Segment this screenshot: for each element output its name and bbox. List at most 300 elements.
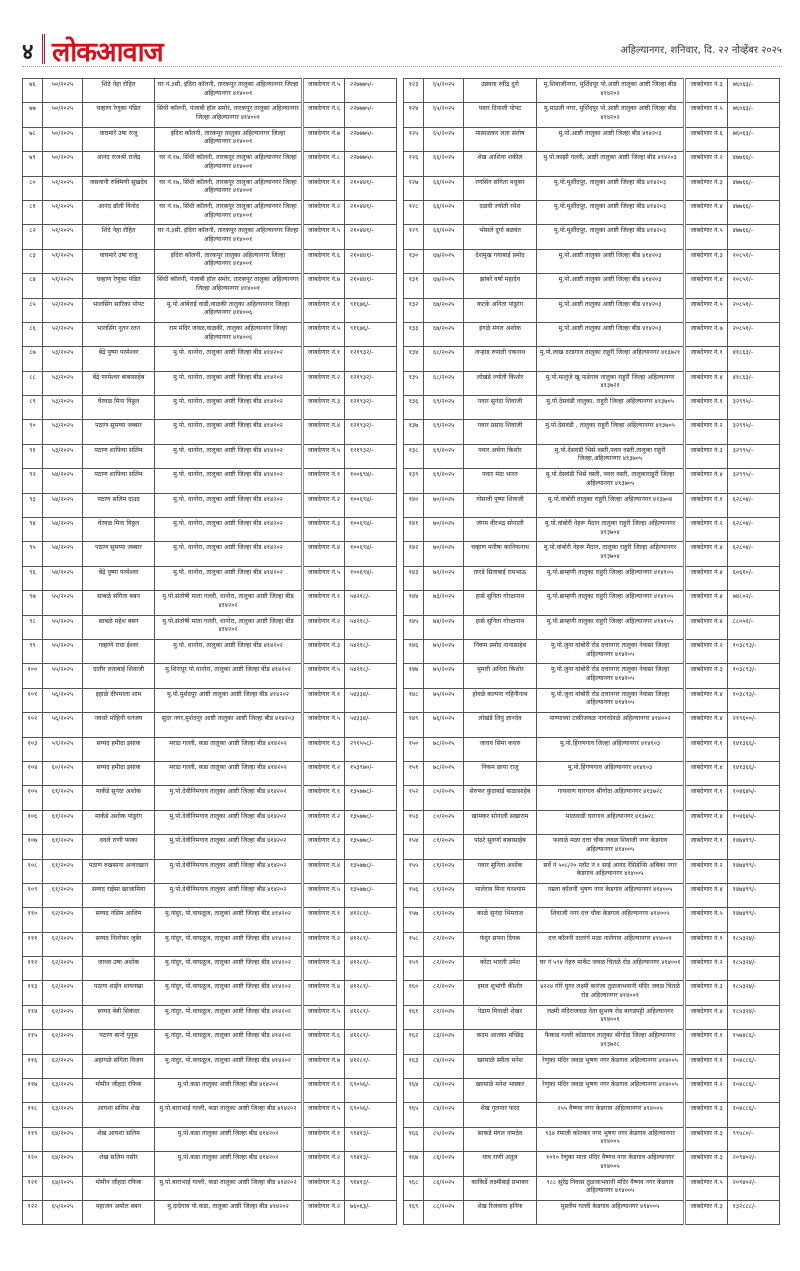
serial-number: १०१: [23, 688, 43, 712]
case-number: ५३/२०२५: [43, 371, 83, 395]
serial-number: १४६: [404, 639, 424, 663]
serial-number: ११९: [23, 1127, 43, 1151]
case-number: ६२/२०२५: [43, 981, 83, 1005]
case-number: ५४/२०२५: [43, 518, 83, 542]
amount: २०९४०२/-: [727, 1152, 779, 1176]
amount: १२१९३२/-: [345, 347, 397, 371]
respondent-position: जाबदेणार नं.२: [303, 932, 345, 956]
respondent-position: जाबदेणार नं.६: [685, 127, 727, 151]
case-number: ५१/२०२५: [43, 249, 83, 273]
respondent-name: बेंद्रे परमेश्वर बाबासाहेब: [83, 371, 155, 395]
respondent-name: कदम आतका मच्छिंद्र: [464, 1030, 536, 1054]
case-number: ६४/२०२५: [43, 1127, 83, 1151]
table-row: [404, 835, 780, 859]
respondent-name: भालसिंग सारिका पोपट: [83, 298, 155, 322]
address: मु.नांदुर, पो.वाघळुज, तालुका आष्टी जिल्हा बीड ४१४२०२: [155, 981, 303, 1005]
table-row: [23, 615, 397, 639]
serial-number: १५७: [404, 908, 424, 932]
respondent-position: जाबदेणार नं.१: [303, 347, 345, 371]
respondent-name: दळवी ज्योती रमेश: [464, 200, 536, 224]
amount: ४१२८१/-: [345, 1030, 397, 1054]
case-number: ८६/२०२५: [424, 1176, 464, 1200]
serial-number: १४२: [404, 542, 424, 566]
address: मु.पो.हिंगणगाव अहिल्यानगर ४१४१०३: [536, 761, 685, 785]
serial-number: ११६: [23, 1054, 43, 1078]
address: मु.पो.वांबोरी नेहरू मैदान, तालुका राहुरी जिल्हा अहिल्यानगर ४१३७०४: [536, 542, 685, 566]
serial-number: १००: [23, 664, 43, 688]
amount: ७६०६३/-: [727, 79, 779, 103]
respondent-name: चव्हाण रेणुका पंडित: [83, 274, 155, 298]
table-row: [404, 566, 780, 590]
respondent-name: इहाळे दीपमाला शाम: [83, 688, 155, 712]
amount: २१९६००/-: [727, 713, 779, 737]
case-number: ६७/२०२५: [424, 249, 464, 273]
address: मु.शिरापूर पो.धानोरा, तालुका आष्टी जिल्हा बीड ४१४२०२: [155, 664, 303, 688]
table-row: [404, 1103, 780, 1127]
serial-number: ८४: [23, 274, 43, 298]
address: मु.पो.मालुंजे खु.पाडेगाव तालुका राहुरी जिल्हा अहिल्यानगर ४१३७२१: [536, 371, 685, 395]
table-row: [404, 1176, 780, 1200]
address: मुस्लीम गल्ली केडगाव अहिल्यानगर ४१४००५: [536, 1200, 685, 1224]
respondent-position: जाबदेणार नं.२: [303, 1152, 345, 1176]
serial-number: १०२: [23, 713, 43, 737]
respondent-name: आनंद डॉली विनोद: [83, 200, 155, 224]
respondent-position: जाबदेणार नं.१: [685, 1054, 727, 1078]
serial-number: १४३: [404, 566, 424, 590]
amount: ३२९९५/-: [727, 420, 779, 444]
address: मु.पो.जुना वांबोरी रोड दत्तानगर तालुका नेवासा जिल्हा अहिल्यानगर ४१४१०५: [536, 639, 685, 663]
respondent-position: जाबदेणार नं.२: [303, 200, 345, 224]
amount: ४१२८१/-: [345, 981, 397, 1005]
address: मु.पो.लाख दरडगाव तालुका राहुरी जिल्हा अहिल्यानगर ४१३७२१: [536, 347, 685, 371]
respondent-position: जाबदेणार नं.१: [303, 688, 345, 712]
page-number: ४: [22, 39, 34, 65]
respondent-name: हासे सुनिता गोरक्षनाथ: [464, 615, 536, 639]
serial-number: १२३: [404, 79, 424, 103]
respondent-position: जाबदेणार नं.६: [303, 103, 345, 127]
respondent-name: मोमीन जीहदा रफिक: [83, 1176, 155, 1200]
respondent-name: सय्यद बेबी सिकंदर: [83, 1005, 155, 1029]
case-number: ८४/२०२५: [424, 1103, 464, 1127]
amount: ५४२१८/-: [345, 639, 397, 663]
amount: १४७४९९/-: [727, 859, 779, 883]
respondent-position: जाबदेणार नं.३: [685, 1200, 727, 1224]
table-row: [404, 615, 780, 639]
table-row: [23, 591, 397, 615]
address: मराठ गल्ली, कडा तालुका आष्टी जिल्हा बीड ४१४२०२: [155, 761, 303, 785]
table-row: [23, 1127, 397, 1151]
respondent-position: जाबदेणार नं.४: [685, 371, 727, 395]
respondent-name: पठाण सलिम दाउद: [83, 493, 155, 517]
case-number: ८२/२०२५: [424, 981, 464, 1005]
respondent-name: पवार प्रसाद शिवाजी: [464, 420, 536, 444]
table-row: [404, 1127, 780, 1151]
case-number: ६४/२०२५: [43, 1152, 83, 1176]
address: मु.पो.कडा तालुका आष्टी जिल्हा बीड ४१४२०२: [155, 1127, 303, 1151]
respondent-name: जसवानी रुक्मिणी सुखदेव: [83, 176, 155, 200]
serial-number: १५८: [404, 932, 424, 956]
address: मु.पो.आष्टी तालुका आष्टी जिल्हा बीड ४१४२०३: [536, 127, 685, 151]
serial-number: ८७: [23, 347, 43, 371]
serial-number: १०९: [23, 883, 43, 907]
respondent-name: काकिर्डे लक्ष्मीबाई प्रभाकर: [464, 1176, 536, 1200]
address: मु.पो.आष्टी तालुका आष्टी जिल्हा बीड ४१४२०३: [536, 249, 685, 273]
amount: ५४२१८/-: [345, 615, 397, 639]
case-number: ६२/२०२५: [43, 932, 83, 956]
amount: ४७७६६/-: [727, 200, 779, 224]
table-row: [23, 79, 397, 103]
table-row: [404, 859, 780, 883]
amount: १०४६४५/-: [727, 786, 779, 810]
address: मु.पो.देवीनिमगाव तालुका आष्टी जिल्हा बीड ४१४२०२: [155, 810, 303, 834]
respondent-position: जाबदेणार नं.१: [303, 1079, 345, 1103]
amount: १५३९७०/-: [345, 761, 397, 785]
serial-number: ८९: [23, 396, 43, 420]
respondent-name: लोखंडे लिपु ज्ञानदेव: [464, 713, 536, 737]
respondent-name: झांबरे वर्षा महादेव: [464, 274, 536, 298]
amount: २०८५१/-: [727, 249, 779, 273]
respondent-position: जाबदेणार नं.१: [685, 786, 727, 810]
respondent-name: पवार सुनंदा शिवाजी: [464, 396, 536, 420]
case-number: ६१/२०२५: [43, 859, 83, 883]
respondent-name: मोमीन जीहदा रफिक: [83, 1079, 155, 1103]
amount: १००६९४/-: [345, 493, 397, 517]
table-row: [23, 225, 397, 249]
amount: ९९५८०/-: [727, 1127, 779, 1151]
case-number: ५३/२०२५: [43, 420, 83, 444]
address: गायवाण घारगाव श्रीगोंदा अहिल्यानगर ४१३७२८: [536, 786, 685, 810]
respondent-position: जाबदेणार नं.२: [303, 810, 345, 834]
case-number: ५४/२०२५: [43, 566, 83, 590]
address: मु.पो. धानोरा, तालुका आष्टी जिल्हा बीड ४१४२०२: [155, 420, 303, 444]
amount: २२७७७५/-: [345, 152, 397, 176]
serial-number: १६७: [404, 1152, 424, 1176]
table-row: [404, 274, 780, 298]
address: मु.पो.मुर्शीदपूर, तालुका आष्टी जिल्हा बीड ४१४२०३: [536, 225, 685, 249]
serial-number: १५९: [404, 957, 424, 981]
table-row: [23, 859, 397, 883]
respondent-name: चव्हाण मनीषा कानिफनाथ: [464, 542, 536, 566]
respondent-position: जाबदेणार नं.३: [685, 444, 727, 468]
serial-number: ११७: [23, 1079, 43, 1103]
serial-number: ८१: [23, 200, 43, 224]
respondent-name: पांढरे सुवर्णा बाबासाहेब: [464, 835, 536, 859]
case-number: ६८/२०२५: [424, 371, 464, 395]
address: माळवाडी घारगाव अहिल्यानगर ४१३७२८: [536, 810, 685, 834]
serial-number: १२१: [23, 1176, 43, 1200]
amount: १२१९३२/-: [345, 396, 397, 420]
header-divider: [22, 66, 782, 67]
amount: ४१८६३/-: [727, 371, 779, 395]
respondent-name: मार्कंडे सुनंदा अशोक: [83, 786, 155, 810]
respondent-name: सय्यद नसिम आलिम: [83, 908, 155, 932]
serial-number: ११५: [23, 1030, 43, 1054]
respondent-name: गोसावी पुष्पा शिवाजी: [464, 493, 536, 517]
respondent-position: जाबदेणार नं.७: [685, 322, 727, 346]
table-row: [23, 493, 397, 517]
case-number: ६६/२०२५: [424, 225, 464, 249]
respondent-position: जाबदेणार नं.१: [685, 396, 727, 420]
amount: ७६०६३/-: [727, 127, 779, 151]
case-number: ६९/२०२५: [424, 444, 464, 468]
respondent-position: जाबदेणार नं.७: [303, 274, 345, 298]
address: पाण्याच्या टाकीजवळ नागरदेवळे अहिल्यानगर ४१४००२: [536, 713, 685, 737]
respondent-name: वाघमारे उषा राजू: [83, 249, 155, 273]
respondent-name: चव्हाण रेणुका पंडित: [83, 103, 155, 127]
serial-number: ९७: [23, 591, 43, 615]
address: सिंधी कॉलनी, पंजाबी हॉल समोर, तारकपूर तालुका अहिल्यानगर जिल्हा अहिल्यानगर ४१४००१: [155, 103, 303, 127]
serial-number: ९३: [23, 493, 43, 517]
table-row: [404, 469, 780, 493]
table-row: [23, 957, 397, 981]
case-number: ७३/२०२५: [424, 591, 464, 615]
address: मु.पो. धानोरा, तालुका आष्टी जिल्हा बीड ४१४२०२: [155, 518, 303, 542]
table-row: [404, 200, 780, 224]
amount: ५४२१८/-: [345, 591, 397, 615]
respondent-name: दवले राणी फाका: [83, 835, 155, 859]
respondent-position: जाबदेणार नं.५: [303, 664, 345, 688]
amount: ८८०५१/-: [727, 615, 779, 639]
amount: १८५३२४/-: [727, 957, 779, 981]
respondent-name: पठाण शाफिया सलिम: [83, 469, 155, 493]
serial-number: १२०: [23, 1152, 43, 1176]
respondent-position: जाबदेणार नं.५: [303, 444, 345, 468]
respondent-name: भोसले दुर्गा बळवंत: [464, 225, 536, 249]
table-row: [404, 761, 780, 785]
case-number: ५६/२०२५: [43, 713, 83, 737]
address: मु.पो.देसवंडी तालुका. राहुरी जिल्हा अहिल्यानगर ४१३७०५: [536, 396, 685, 420]
respondent-position: जाबदेणार नं.१: [685, 1030, 727, 1054]
amount: ६०६१०/-: [727, 566, 779, 590]
respondent-name: खरमाळे स्मीता मनेश: [464, 1054, 536, 1078]
case-number: ५०/२०२५: [43, 127, 83, 151]
table-row: [404, 249, 780, 273]
respondent-name: भालसिंग नूतन रतन: [83, 322, 155, 346]
respondent-position: जाबदेणार नं.३: [685, 249, 727, 273]
respondent-position: जाबदेणार नं.३: [685, 1152, 727, 1176]
respondent-name: शेख आयशा सलिम: [83, 1127, 155, 1151]
address: ४२२४ गोरे घुगर लक्ष्मी कारंजा तुळजाभवानी मंदिर जवळ चितळे रोड अहिल्यानगर ४१४००१: [536, 981, 685, 1005]
respondent-name: जंगम वीरभद्र सोनाली: [464, 518, 536, 542]
respondent-name: सय्यद राईसा खाजामिया: [83, 883, 155, 907]
table-row: [23, 737, 397, 761]
serial-number: ८८: [23, 371, 43, 395]
respondent-position: जाबदेणार नं.५: [303, 1103, 345, 1127]
case-number: ६०/२०२५: [43, 761, 83, 785]
amount: २०८५१/-: [727, 274, 779, 298]
table-row: [404, 127, 780, 151]
table-row: [404, 1079, 780, 1103]
table-row: [23, 1152, 397, 1176]
amount: १२१९३२/-: [345, 371, 397, 395]
case-number: ५१/२०२५: [43, 176, 83, 200]
respondent-name: बेंद्रे पुष्पा परमेश्वर: [83, 566, 155, 590]
serial-number: १५०: [404, 737, 424, 761]
case-number: ५५/२०२५: [43, 615, 83, 639]
respondent-name: इमल शुभांगी कीशोर: [464, 981, 536, 1005]
case-number: ५०/२०२५: [43, 103, 83, 127]
serial-number: १२२: [23, 1200, 43, 1224]
amount: २१०४४१/-: [345, 200, 397, 224]
respondent-position: जाबदेणार नं.४: [685, 591, 727, 615]
case-number: ६३/२०२५: [43, 1103, 83, 1127]
respondent-position: जाबदेणार नं.५: [303, 883, 345, 907]
respondent-position: जाबदेणार नं.३: [303, 396, 345, 420]
amount: १३५७७८/-: [345, 810, 397, 834]
serial-number: १५५: [404, 859, 424, 883]
notice-table-right: [403, 78, 780, 1225]
amount: १००६९४/-: [345, 566, 397, 590]
respondent-name: मासाळकर लता संतोष: [464, 127, 536, 151]
respondent-position: जाबदेणार नं.१: [685, 835, 727, 859]
respondent-position: जाबदेणार नं.४: [303, 542, 345, 566]
amount: २०८५१/-: [727, 298, 779, 322]
respondent-name: सय्यद हमीदा इसाक: [83, 761, 155, 785]
respondent-name: लोखंडे ज्योती किशोर: [464, 371, 536, 395]
case-number: ७०/२०२५: [424, 542, 464, 566]
table-row: [404, 225, 780, 249]
table-row: [23, 883, 397, 907]
table-row: [404, 542, 780, 566]
serial-number: १६८: [404, 1176, 424, 1200]
respondent-position: जाबदेणार नं.२: [303, 371, 345, 395]
address: इंदिरा कॉलनी, तारकपूर तालुका अहिल्यानगर जिल्हा अहिल्यानगर ४१४००१: [155, 127, 303, 151]
address: मु.पो.ब्राम्हणी तालुका राहुरी जिल्हा अहिल्यानगर ४१४१०५: [536, 615, 685, 639]
table-row: [404, 176, 780, 200]
amount: ७६०६३/-: [727, 103, 779, 127]
respondent-name: भुमारी अनिता किशोर: [464, 664, 536, 688]
address: मु.पो.मुर्शीदपूर, तालुका आष्टी जिल्हा बीड ४१४२०३: [536, 176, 685, 200]
table-row: [23, 200, 397, 224]
case-number: ७४/२०२५: [424, 615, 464, 639]
respondent-position: जाबदेणार नं.१: [303, 786, 345, 810]
table-row: [23, 688, 397, 712]
amount: २१०४४१/-: [345, 225, 397, 249]
amount: १२१९३२/-: [345, 444, 397, 468]
amount: १२१९३२/-: [345, 420, 397, 444]
address: मु.नांदुर, पो.वाघळुज, तालुका आष्टी जिल्हा बीड ४१४२०२: [155, 1030, 303, 1054]
address: मु.पो. धानोरा, तालुका आष्टी जिल्हा बीड ४१४२०२: [155, 542, 303, 566]
case-number: ६२/२०२५: [43, 1005, 83, 1029]
table-row: [404, 957, 780, 981]
table-row: [23, 810, 397, 834]
respondent-position: जाबदेणार नं.४: [685, 810, 727, 834]
serial-number: ११२: [23, 957, 43, 981]
respondent-position: जाबदेणार नं.४: [303, 420, 345, 444]
respondent-name: नवधरे मोहिनी धनंजय: [83, 713, 155, 737]
amount: १३५७७८/-: [345, 883, 397, 907]
serial-number: ९०: [23, 420, 43, 444]
serial-number: १०५: [23, 786, 43, 810]
respondent-position: जाबदेणार नं.४: [303, 859, 345, 883]
address: सुंदर नगर,मुर्शदपूर आष्टी तालुका आष्टी जिल्हा बीड ४१४२०३: [155, 713, 303, 737]
respondent-position: जाबदेणार नं.४: [685, 1005, 727, 1029]
case-number: ५१/२०२५: [43, 200, 83, 224]
address: नम्रता कॉलनी भुषण नगर केडगाव अहिल्यानगर ४१४००५: [536, 883, 685, 907]
respondent-position: जाबदेणार नं.७: [303, 1054, 345, 1078]
case-number: ६५/२०२५: [424, 79, 464, 103]
serial-number: १३२: [404, 298, 424, 322]
respondent-name: देशमुख गयाबाई प्रमोद: [464, 249, 536, 273]
respondent-position: जाबदेणार नं.२: [685, 639, 727, 663]
serial-number: १२४: [404, 103, 424, 127]
case-number: ६४/२०२५: [43, 1176, 83, 1200]
table-row: [404, 518, 780, 542]
respondent-name: फंदुर सपना दिपक: [464, 932, 536, 956]
address: राम मंदिर जवळ,वाळकी, तालुका अहिल्यानगर जिल्हा अहिल्यानगर ४१४००६: [155, 322, 303, 346]
serial-number: १६०: [404, 981, 424, 1005]
table-row: [404, 810, 780, 834]
address: मु.पो. धानोरा, तालुका आष्टी जिल्हा बीड ४१४२०२: [155, 444, 303, 468]
table-row: [23, 322, 397, 346]
address: ९३४ रमाजी कोतकर नगर भुषण नगर केडगाव अहिल्यानगर ४१४००५: [536, 1127, 685, 1151]
serial-number: १६२: [404, 1030, 424, 1054]
serial-number: १४०: [404, 493, 424, 517]
respondent-name: महाजन अमोल बबन: [83, 1200, 155, 1224]
amount: ९१४१३/-: [345, 1152, 397, 1176]
amount: १००६९४/-: [345, 469, 397, 493]
amount: २२७७७५/-: [345, 79, 397, 103]
respondent-position: जाबदेणार नं.५: [685, 1176, 727, 1200]
amount: २१०४४१/-: [345, 249, 397, 273]
respondent-name: सय्यद हमीदा इसाक: [83, 737, 155, 761]
amount: ५४३३४/-: [345, 713, 397, 737]
respondent-name: गव्हाणे राधा ईश्वर: [83, 639, 155, 663]
respondent-position: जाबदेणार नं.२: [303, 1200, 345, 1224]
amount: ६९०५६/-: [345, 1079, 397, 1103]
serial-number: १३३: [404, 322, 424, 346]
address: मु.पो.मुर्शीदपूर, तालुका आष्टी जिल्हा बीड ४१४२०३: [536, 200, 685, 224]
case-number: ६२/२०२५: [43, 957, 83, 981]
respondent-name: पवार अर्चना किशोर: [464, 444, 536, 468]
address: मु.पो.काझी गल्ली, आष्टी तालुका आष्टी जिल्हा बीड ४१४२०३: [536, 152, 685, 176]
respondent-name: खामकर सोनाली सखाराम: [464, 810, 536, 834]
serial-number: १३७: [404, 420, 424, 444]
respondent-name: पठाण शाफिया सलिम: [83, 444, 155, 468]
amount: १३५७७८/-: [345, 835, 397, 859]
respondent-position: जाबदेणार नं.१: [303, 298, 345, 322]
amount: ६२८०४/-: [727, 542, 779, 566]
case-number: ७५/२०२५: [424, 664, 464, 688]
case-number: ७५/२०२५: [424, 688, 464, 712]
case-number: ७०/२०२५: [424, 518, 464, 542]
amount: ६२८०४/-: [727, 518, 779, 542]
table-row: [404, 639, 780, 663]
amount: ४१२८१/-: [345, 957, 397, 981]
address: घर नं.१७, सिंधी कॉलनी, तारकपूर तालुका अहिल्यानगर जिल्हा अहिल्यानगर ४१४००१: [155, 176, 303, 200]
address: मु.पो. धानोरा, तालुका आष्टी जिल्हा बीड ४१४२०२: [155, 566, 303, 590]
address: घर नं.३सी, इंदिरा कॉलनी, तारकपूर तालुका अहिल्यानगर जिल्हा अहिल्यानगर ४१४००१: [155, 225, 303, 249]
respondent-name: कटके अनिता पांडुरंग: [464, 298, 536, 322]
address: फैकाड गल्ली कोळगाव तालुका श्रीगोंदा जिल्हा अहिल्यानगर ४१३७२८: [536, 1030, 685, 1054]
case-number: ८६/२०२५: [424, 1152, 464, 1176]
table-row: [404, 1054, 780, 1078]
dateline: अहिल्यानगर, शनिवार, दि. २२ नोव्हेंबर २०२५: [620, 45, 782, 56]
amount: २१०४४१/-: [345, 176, 397, 200]
respondent-position: जाबदेणार नं.४: [685, 883, 727, 907]
respondent-position: जाबदेणार नं.८: [303, 152, 345, 176]
respondent-name: आनंद राजश्री राजेंद्र: [83, 152, 155, 176]
respondent-position: जाबदेणार नं.३: [303, 957, 345, 981]
respondent-position: जाबदेणार नं.१: [303, 469, 345, 493]
respondent-name: घेरवळ मिना विठ्ठल: [83, 396, 155, 420]
address: मु.पो.आष्टी तालुका आष्टी जिल्हा बीड ४१४२०३: [536, 298, 685, 322]
address: २५५ वैष्णव नगर केडगाव अहिल्यानगर ४१४००५: [536, 1103, 685, 1127]
respondent-position: जाबदेणार नं.४: [685, 542, 727, 566]
address: मु.पो.संतोषी माता गल्ली, धानोरा, तालुका आष्टी जिल्हा बीड ४१४२०२: [155, 615, 303, 639]
amount: ७६०६३/-: [345, 1200, 397, 1224]
case-number: ६१/२०२५: [43, 810, 83, 834]
